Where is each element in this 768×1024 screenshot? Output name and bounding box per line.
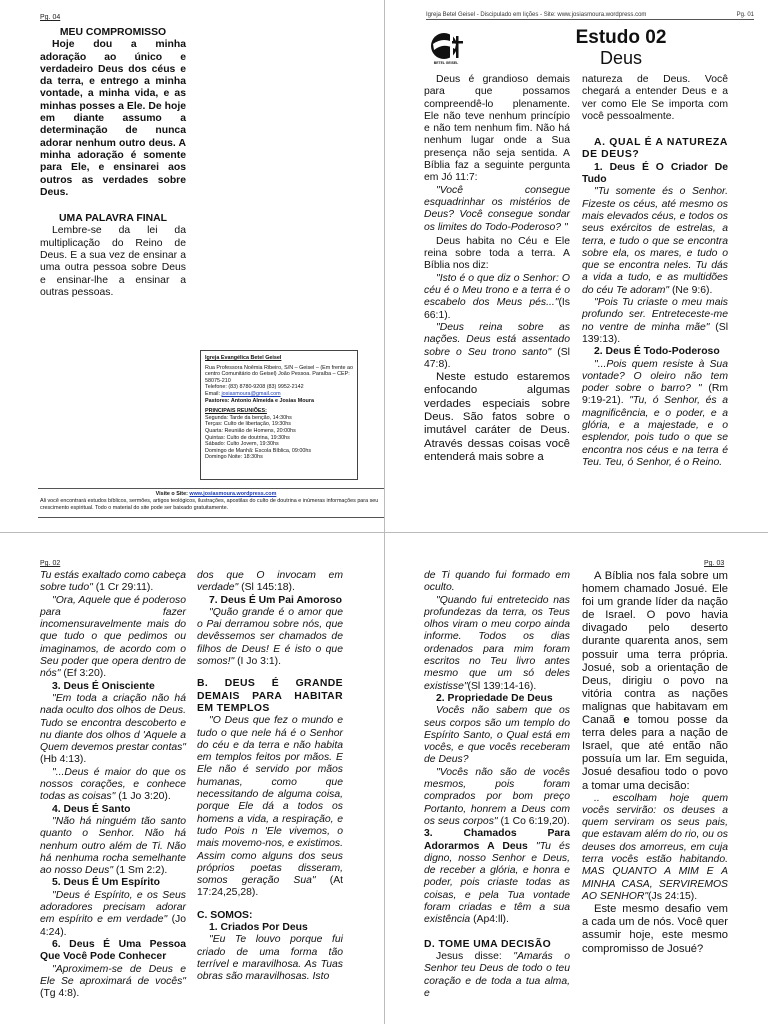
subheading: 7. Deus É Um Pai Amoroso	[209, 594, 342, 606]
study-subtitle: Deus	[599, 48, 643, 68]
church-phone: Telefone: (83) 8780-9208 (83) 9952-2142	[205, 384, 304, 391]
subheading: 5. Deus É Um Espírito	[52, 877, 160, 889]
quote: "Você consegue esquadrinhar os mistérios de Deus? Você consegue sondar os limites do Todo-Poderoso? "	[424, 184, 570, 233]
church-email-row	[205, 391, 353, 398]
visit-label: Visite o Site:	[155, 491, 188, 497]
paragraph: Deus habita no Céu e Ele reina sobre toda a terra. A Bíblia nos diz:	[424, 235, 570, 272]
quote: "...Pois quem resiste à Sua vontade? O oleiro não tem poder sobre o barro? "	[582, 358, 728, 395]
quote: "Isto é o que diz o Senhor: O céu é o Meu trono e a terra é o escabelo dos Meus pés..."	[424, 272, 570, 309]
page-number: Pg. 04	[40, 14, 61, 21]
commitment-column	[40, 27, 186, 299]
section-heading: A. QUAL É A NATUREZA DE DEUS?	[582, 137, 728, 161]
page2-column-1	[40, 570, 186, 1000]
page-number: Pg. 02	[40, 560, 61, 567]
meeting-item: Terças: Culto de libertação, 19:30hs	[205, 421, 291, 428]
quote-block	[424, 595, 570, 693]
quote-block	[197, 570, 343, 595]
quote-block	[197, 607, 343, 668]
quote: "Aproximem-se de Deus e Ele Se aproximará de vocês"	[40, 963, 186, 987]
quote-block	[582, 359, 728, 470]
quote-block	[197, 715, 343, 899]
quote: "O Deus que fez o mundo e tudo o que nele há é o Senhor do céu e da terra e não habita em templos feitos por mãos. E Ele não é servido por mãos humanas, como que necessitando de alguma coisa, porque Ele dá a todos os homens a vida, a respiração, e tudo Pois n 'Ele vivemos, o mais movemo-nos, e existimos. Assim como alguns dos seus próprios poetas disseram, somos geração Sua"	[197, 715, 343, 887]
reference: (Is 66:1).	[424, 297, 570, 321]
page3-column-1	[424, 570, 570, 1000]
church-logo	[428, 30, 468, 68]
quote: "Quão grande é o amor que o Pai derramou sobre nós, que devêssemos ser chamados de filhos de Deus! E é isto o que somos!"	[197, 606, 343, 668]
reference: (1 Co 6:19,20).	[500, 815, 570, 827]
paragraph: natureza de Deus. Você chegará a entender Deus e a ver como Ele Se importa com você pessoalmente.	[582, 74, 728, 122]
paragraph: Neste estudo estaremos enfocando algumas verdades especiais sobre Deus. São fatos sobre o imutável caráter de Deus. Através dessas coisas você entenderá mais sobre a	[424, 371, 570, 463]
visit-line	[40, 491, 384, 498]
quote: "Tu és digno, nosso Senhor e Deus, de receber a glória, e honra e poder, pois criaste todas as coisas, e pela Tua vontade foram criadas e têm a sua existência	[424, 840, 571, 926]
subheading: 1. Criados Por Deus	[209, 922, 308, 934]
page-header	[426, 12, 754, 20]
page1-column-2	[582, 74, 728, 469]
page3-column-2	[582, 570, 728, 956]
intro: Jesus disse:	[436, 950, 502, 962]
quote-block	[40, 964, 186, 1001]
reference: (Js 24:15).	[648, 890, 698, 902]
subheading: 4. Deus É Santo	[52, 803, 131, 815]
quote: "Pois Tu criaste o meu mais profundo ser. Entreteceste-me no ventre de minha mãe"	[582, 297, 728, 333]
reference: (Hb 4:13).	[40, 754, 87, 766]
quote: "Amarás o Senhor teu Deus de todo o teu coração e de toda a tua alma, e	[424, 950, 570, 999]
reference: (Rm 9:19-21).	[582, 383, 728, 407]
reference: (1 Cr 29:11).	[95, 582, 154, 594]
page2-column-2	[197, 570, 343, 984]
church-name: Igreja Evangélica Betel Geisel	[205, 355, 282, 361]
quote-block	[582, 186, 728, 297]
meetings-title: PRINCIPAIS REUNIÕES:	[205, 408, 267, 415]
reference: (Sl 139:13).	[582, 321, 728, 345]
header-text: Igreja Betel Geisel - Discipulado em lições - Site: www.josiasmoura.wordpress.com	[426, 12, 647, 18]
reference: (1 Sm 2:2).	[115, 865, 168, 877]
quote: dos que O invocam em verdade"	[197, 570, 343, 594]
meeting-item: Sábado: Culto Jovem, 19:30hs	[205, 441, 279, 448]
quote: "Quando fui entretecido nas profundezas da terra, os Teus olhos viram o meu corpo ainda informe. Todos os dias ordenados para mim foram escritos no Teu livro antes mesmo que um só deles existisse"	[424, 594, 570, 692]
subheading: 1. Deus É O Criador De Tudo	[582, 161, 728, 186]
section-heading: D. TOME UMA DECISÃO	[424, 938, 552, 950]
reference: (Ap4:ll).	[473, 914, 509, 926]
quote-block	[424, 951, 570, 1000]
final-word-title: UMA PALAVRA FINAL	[59, 213, 167, 225]
quote: "Tu, ó Senhor, és a magnificência, e o poder, e a glória, e a majestade, e o esplendor, pois tudo o que se encontra nos céus e na terra é Teu. Teu, ó Senhor, é o Reino.	[582, 395, 728, 468]
quote-block	[424, 273, 570, 322]
visit-site-box	[38, 488, 384, 518]
reference: (1 Jo 3:20).	[118, 791, 171, 803]
paragraph-text: A Bíblia nos fala sobre um homem chamado Josué. Ele foi um grande líder da nação de Israel. O povo havia divagado pelo deserto durante quarenta anos, sem possuir uma terra própria. Josué, sob a orientação de Deus, dirigiu o povo na vitória contra as nações malignas que habitavam em Canaã	[582, 570, 728, 727]
reference: (Ne 9:6).	[671, 284, 713, 296]
quote: "Deus é Espírito, e os Seus adoradores precisam adorar em espírito e em verdade"	[40, 889, 186, 926]
church-address: Rua Professora Noêmia Ribeiro, S/N – Geisel – (Em frente ao centro Comunitário do Geisel) João Pessoa. Paraíba – CEP: 58075-210	[205, 364, 354, 384]
quote-block	[424, 322, 570, 371]
subheading: 2. Propriedade De Deus	[436, 692, 553, 704]
site-link[interactable]: www.josiasmoura.wordpress.com	[189, 491, 277, 497]
quote: "...Deus é maior do que os nossos corações, e conhece todas as coisas"	[40, 766, 186, 803]
church-info-box	[200, 350, 358, 480]
visit-text: Ali você encontrará estudos bíblicos, sermões, artigos teológicos, ilustrações, apostilas do culto de doutrina e inúmeras informações para seu crescimento espiritual. Todo o material do site pode ser baixado gratuitamente.	[40, 498, 379, 511]
subheading: 2. Deus É Todo-Poderoso	[594, 346, 720, 358]
church-pastors: Pastores: Antonio Almeida e Josias Moura	[205, 397, 314, 404]
reference: (Sl 145:18).	[241, 582, 295, 594]
meeting-item: Segunda: Tarde da benção, 14:30hs	[205, 414, 292, 421]
quote: de Ti quando fui formado em oculto.	[424, 570, 570, 594]
quote-block	[40, 693, 186, 767]
subheading: 3. Chamados Para Adorarmos A Deus	[424, 828, 570, 852]
reference: (I Jo 3:1).	[237, 656, 281, 668]
subheading: 6. Deus É Uma Pessoa Que Você Pode Conhecer	[40, 938, 186, 963]
quote-block	[40, 816, 186, 877]
quote-block	[424, 767, 570, 828]
meeting-item: Domingo Noite: 18:30hs	[205, 454, 263, 461]
commitment-title: MEU COMPROMISSO	[59, 27, 167, 38]
page-number: Pg. 03	[704, 560, 725, 567]
section-heading: C. SOMOS:	[197, 909, 253, 921]
reference: (Sl 139:14-16).	[467, 680, 537, 692]
paragraph-text: tomou posse da terra deles para a nação de Israel, que até então não possuía um lar. Em seguida, Josué desafiou todo o povo a tomar uma decisão:	[582, 714, 729, 792]
quote-block	[582, 297, 728, 346]
reference: (Jo 4:24).	[40, 914, 186, 938]
reference: (Sl 47:8).	[424, 346, 570, 370]
quote: Vocês não sabem que os seus corpos são um templo do Espírito Santo, o Qual está em vocês, e que vocês receberam de Deus?	[424, 705, 570, 766]
meeting-item: Domingo de Manhã: Escola Bíblica, 09:00hs	[205, 447, 312, 454]
quote: Tu estás exaltado como cabeça sobre tudo"	[40, 570, 186, 594]
quote: .. escolham hoje quem vocês servirão: os deuses a quem serviram os seus pais, que estavam além do rio, ou os deuses dos amorreus, em cuja terra vocês estão habitando. MAS QUANTO A MIM E A MINHA CASA, SERVIREMOS AO SENHOR"	[582, 792, 728, 902]
page-number: Pg. 01	[736, 12, 754, 18]
quote: "Deus reina sobre as nações. Deus está assentado sobre o Seu trono santo"	[424, 321, 570, 358]
final-word-text: Lembre-se da lei da multiplicação do Reino de Deus. E a sua vez de ensinar a uma outra pessoa sobre Deus e ensinar-lhe a ensinar a outras pessoas.	[40, 225, 186, 298]
subheading: 3. Deus É Onisciente	[52, 680, 155, 692]
page1-column-1	[424, 74, 570, 464]
email-link[interactable]: josiasmoura@gmail.com	[221, 390, 281, 397]
quote: "Tu somente és o Senhor. Fizeste os céus, até mesmo os mais elevados céus, e todos os seus exércitos de estrelas, a terra, e tudo o que se encontra sobre ela, os mares, e tudo o que se encontra neles. Tu dás a vida a tudo, e as multidões do céu Te adoram"	[582, 186, 728, 296]
reference: (Ef 3:20).	[63, 668, 107, 680]
study-title: Estudo 02	[575, 27, 667, 48]
quote: "Eu Te louvo porque fui criado de uma forma tão terrível e maravilhosa. As Tuas obras são maravilhosas. Isto	[197, 934, 343, 983]
quote: "Em toda a criação não há nada oculto dos olhos de Deus. Tudo se encontra descoberto e nu diante dos olhos d 'Aquele a Quem devemos prestar contas"	[40, 692, 186, 754]
paragraph: Este mesmo desafio vem a cada um de nós. Você quer assumir hoje, este mesmo compromisso de Josué?	[582, 903, 728, 955]
paragraph	[582, 570, 728, 793]
quote: "Não há ninguém tão santo quanto o Senhor. Não há nenhum outro além de Ti. Não há nenhuma rocha semelhante ao nosso Deus"	[40, 815, 186, 877]
quote-block	[40, 570, 186, 595]
quote-block	[40, 595, 186, 681]
quote-block	[582, 793, 728, 904]
section-heading: B. DEUS É GRANDE DEMAIS PARA HABITAR EM TEMPLOS	[197, 678, 343, 714]
meeting-item: Quintas: Culto de doutrina, 19:30hs	[205, 434, 290, 441]
logo-caption: BETEL GEISEL	[433, 61, 459, 65]
quote: "Vocês não são de vocês mesmos, pois foram comprados por bom preço Portanto, honrem a Deus com os seus corpos"	[424, 766, 570, 827]
email-label: Email:	[205, 390, 220, 397]
emphasis: e	[623, 714, 630, 727]
paragraph: Deus é grandioso demais para que possamos compreendê-lo plenamente. Ele não teve nenhum princípio e não tem nenhum fim. Não há nenhum lugar onde a Sua presença não seja sentida. A Bíblia faz a seguinte pergunta em Jó 11:7:	[424, 74, 570, 184]
reference: (Tg 4:8).	[40, 988, 80, 1000]
meeting-item: Quarta: Reunião de Homens, 20:00hs	[205, 427, 296, 434]
reference: (At 17:24,25,28).	[197, 875, 344, 899]
page-4	[0, 0, 384, 530]
quote-block	[40, 890, 186, 939]
quote-block	[40, 767, 186, 804]
quote: "Ora, Aquele que é poderoso para fazer incomensuravelmente mais do que tudo o que pedimos ou imaginamos, de acordo com o Seu poder que opera dentro de nós"	[40, 594, 186, 680]
commitment-text: Hoje dou a minha adoração ao único e verdadeiro Deus dos céus e da terra, e entrego a minha vontade, a minha vida, e as minhas posses a Ele. De hoje em diante assumo a determinação de nunca adorar nenhum outro deus. A minha adoração é somente para Ele, e ensinarei aos outros as verdades sobre Deus.	[40, 39, 186, 198]
